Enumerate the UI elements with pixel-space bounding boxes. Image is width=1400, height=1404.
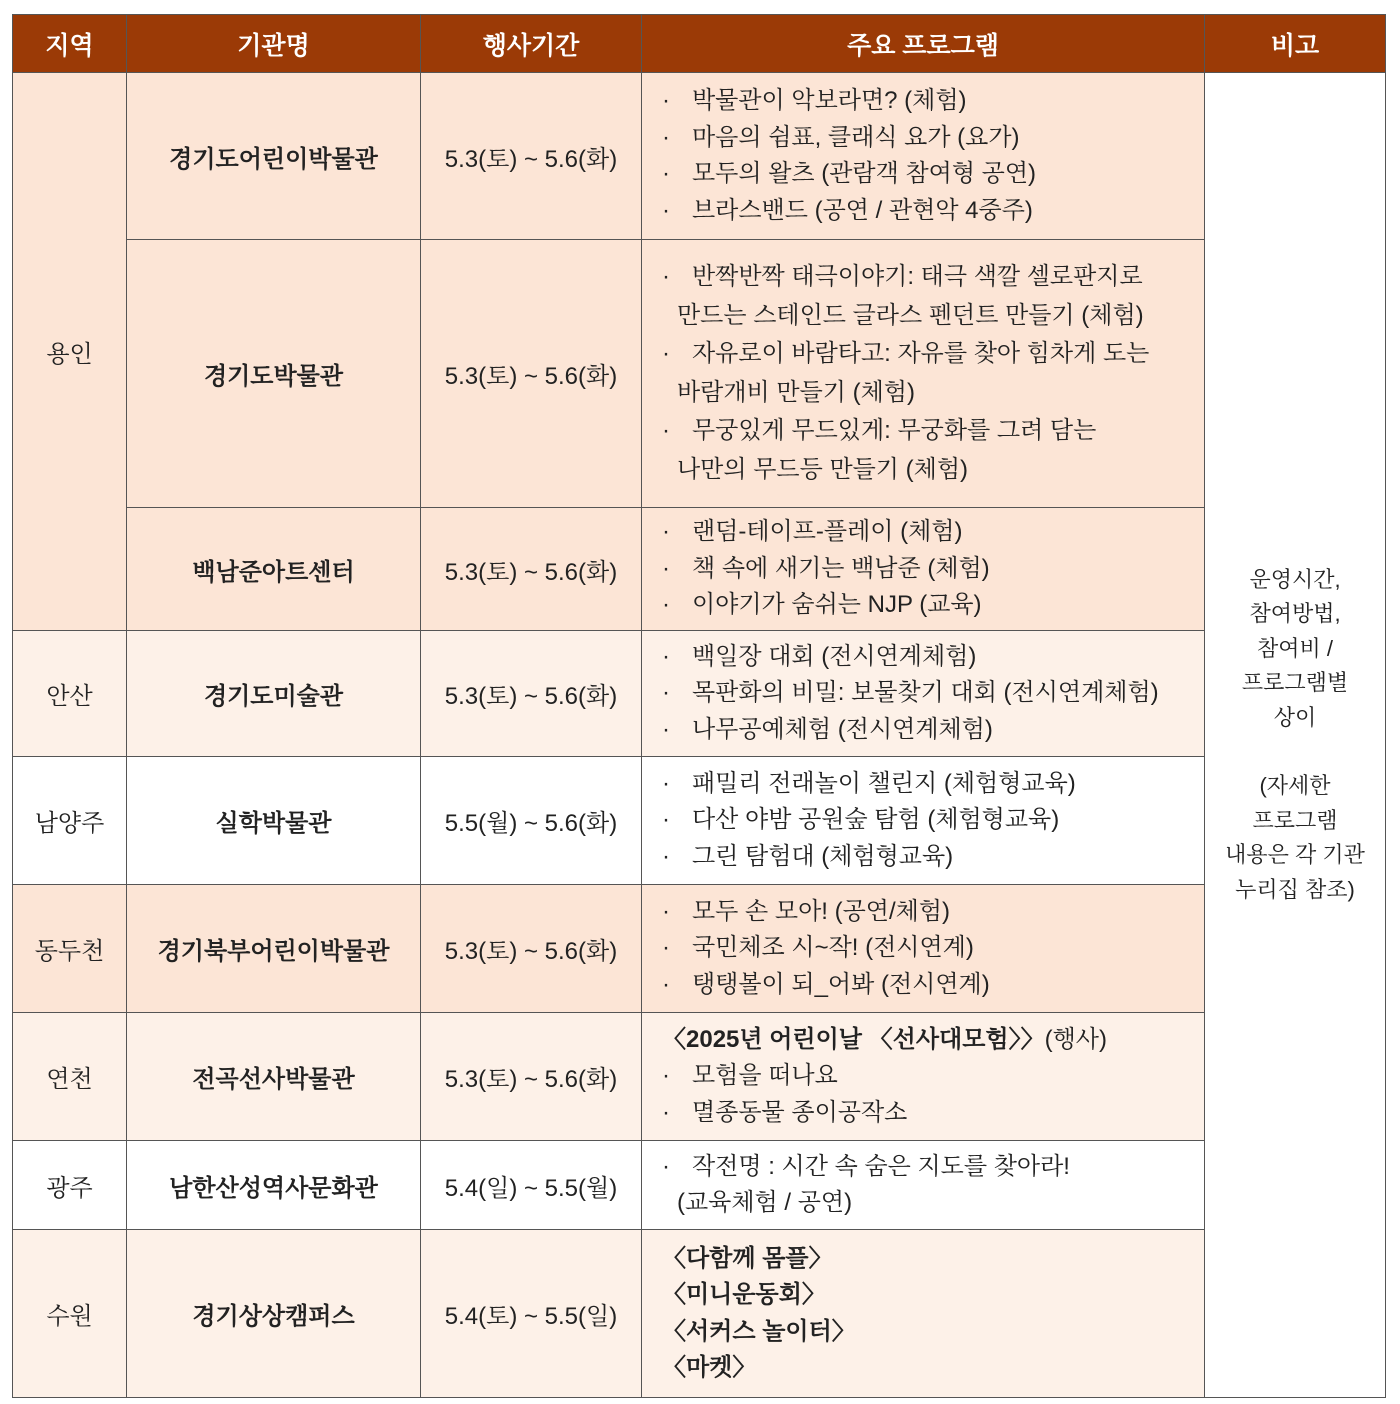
- program-item-line: 마음의 쉼표, 클래식 요가 (요가): [692, 123, 1020, 151]
- region-cell: 안산: [13, 631, 127, 757]
- period-cell: 5.3(토) ~ 5.6(화): [421, 240, 642, 508]
- period-cell: 5.4(토) ~ 5.5(일): [421, 1230, 642, 1398]
- program-item-line: 랜덤-테이프-플레이 (체험): [692, 518, 963, 546]
- remark-line: 참여비 /: [1257, 635, 1333, 661]
- festival-program-table: [12, 14, 1386, 1398]
- bullet-icon: ·: [662, 123, 670, 151]
- programs-cell: [642, 73, 1205, 240]
- bullet-icon: ·: [662, 679, 670, 707]
- program-item: [662, 120, 1194, 157]
- program-item: [662, 551, 1194, 588]
- program-item-line: 책 속에 새기는 백남준 (체험): [692, 554, 990, 582]
- program-item: [662, 639, 1194, 676]
- bullet-icon: ·: [662, 1062, 670, 1090]
- program-item: [662, 894, 1194, 931]
- programs-cell: [642, 508, 1205, 631]
- programs-cell: [642, 1230, 1205, 1398]
- header-row: [13, 15, 1386, 73]
- program-item-line: 그린 탐험대 (체험형교육): [692, 842, 954, 870]
- bullet-icon: ·: [662, 518, 670, 546]
- program-item-line: 목판화의 비밀: 보물찾기 대회 (전시연계체험): [692, 679, 1159, 707]
- table-row: [13, 508, 1386, 631]
- program-item: [662, 967, 1194, 1004]
- program-title: 〈다함께 몸플〉: [662, 1244, 833, 1272]
- program-item: [662, 675, 1194, 712]
- bullet-icon: ·: [662, 806, 670, 834]
- programs-cell: [642, 885, 1205, 1013]
- program-item: [662, 156, 1194, 193]
- org-name-cell: 경기도박물관: [127, 240, 421, 508]
- header-remarks: 비고: [1205, 15, 1386, 73]
- period-cell: 5.3(토) ~ 5.6(화): [421, 631, 642, 757]
- programs-cell: [642, 1013, 1205, 1141]
- remark-line: 내용은 각 기관: [1225, 842, 1365, 868]
- org-name-cell: 경기도어린이박물관: [127, 73, 421, 240]
- program-item: [662, 766, 1194, 803]
- bullet-icon: ·: [662, 1098, 670, 1126]
- program-heading-bold: 〈2025년 어린이날 〈선사대모험〉〉: [662, 1025, 1045, 1053]
- header-period: 행사기간: [421, 15, 642, 73]
- bullet-icon: ·: [662, 842, 670, 870]
- bullet-icon: ·: [662, 591, 670, 619]
- program-title: 〈마켓〉: [662, 1354, 757, 1381]
- remark-line: 참여방법,: [1249, 601, 1341, 627]
- program-item: [662, 83, 1194, 120]
- program-item-line: 반짝반짝 태극이야기: 태극 색깔 셀로판지로: [692, 263, 1143, 290]
- bullet-icon: ·: [662, 769, 670, 797]
- program-item: [662, 258, 1194, 335]
- programs-cell: [642, 631, 1205, 757]
- remark-line: 운영시간,: [1249, 566, 1341, 592]
- header-org: 기관명: [127, 15, 421, 73]
- table-row: [13, 631, 1386, 757]
- program-item-line: 브라스밴드 (공연 / 관현악 4중주): [692, 196, 1033, 224]
- bullet-icon: ·: [662, 897, 670, 925]
- program-item-line: 바람개비 만들기 (체험): [677, 378, 915, 406]
- program-title: 〈서커스 놀이터〉: [662, 1317, 856, 1345]
- program-item: [662, 712, 1194, 749]
- region-cell: 남양주: [13, 757, 127, 885]
- bullet-icon: ·: [662, 715, 670, 743]
- org-name-cell: 경기상상캠퍼스: [127, 1230, 421, 1398]
- period-cell: 5.5(월) ~ 5.6(화): [421, 757, 642, 885]
- program-item-line: 다산 야밤 공원숲 탐험 (체험형교육): [692, 806, 1060, 834]
- remark-line: (자세한: [1259, 773, 1331, 799]
- org-name-cell: 경기북부어린이박물관: [127, 885, 421, 1013]
- bullet-icon: ·: [662, 196, 670, 224]
- bullet-icon: ·: [662, 87, 670, 114]
- remark-spacer: [1205, 735, 1385, 769]
- program-item: [662, 839, 1194, 876]
- programs-cell: [642, 1141, 1205, 1230]
- remarks-cell: [1205, 73, 1386, 1398]
- program-item-line: 탱탱볼이 되_어봐 (전시연계): [692, 970, 990, 998]
- program-item: [662, 1095, 1194, 1132]
- org-name-cell: 백남준아트센터: [127, 508, 421, 631]
- bullet-icon: ·: [662, 340, 670, 367]
- bullet-icon: ·: [662, 642, 670, 670]
- program-item: [662, 335, 1194, 412]
- org-name-cell: 남한산성역사문화관: [127, 1141, 421, 1230]
- org-name-cell: 경기도미술관: [127, 631, 421, 757]
- bullet-icon: ·: [662, 1152, 670, 1180]
- program-item-line: 무궁있게 무드있게: 무궁화를 그려 담는: [692, 417, 1097, 444]
- table-row: [13, 1013, 1386, 1141]
- table-row: [13, 240, 1386, 508]
- org-name-cell: 실학박물관: [127, 757, 421, 885]
- program-item-line: 나만의 무드등 만들기 (체험): [677, 455, 969, 483]
- region-cell: 연천: [13, 1013, 127, 1141]
- program-item-line: 패밀리 전래놀이 챌린지 (체험형교육): [692, 769, 1076, 797]
- region-cell: 용인: [13, 73, 127, 631]
- program-item-line: 국민체조 시~작! (전시연계): [692, 934, 974, 962]
- header-programs: 주요 프로그램: [642, 15, 1205, 73]
- program-item-line: 만드는 스테인드 글라스 펜던트 만들기 (체험): [677, 301, 1144, 329]
- region-cell: 광주: [13, 1141, 127, 1230]
- period-cell: 5.3(토) ~ 5.6(화): [421, 1013, 642, 1141]
- program-item-line: 작전명 : 시간 속 숨은 지도를 찾아라!: [692, 1152, 1070, 1180]
- program-item-line: 멸종동물 종이공작소: [692, 1098, 908, 1126]
- programs-cell: [642, 757, 1205, 885]
- table-row: [13, 1230, 1386, 1398]
- program-title: 〈미니운동회〉: [662, 1281, 826, 1308]
- programs-cell: [642, 240, 1205, 508]
- table-row: [13, 73, 1386, 240]
- table-row: [13, 1141, 1386, 1230]
- program-item-line: 백일장 대회 (전시연계체험): [692, 642, 977, 670]
- program-item-line: 이야기가 숨쉬는 NJP (교육): [692, 591, 982, 619]
- header-region: 지역: [13, 15, 127, 73]
- program-item-line: 모험을 떠나요: [692, 1062, 838, 1090]
- program-item: [662, 802, 1194, 839]
- period-cell: 5.3(토) ~ 5.6(화): [421, 885, 642, 1013]
- bullet-icon: ·: [662, 934, 670, 962]
- program-item-line: 박물관이 악보라면? (체험): [692, 87, 967, 114]
- org-name-cell: 전곡선사박물관: [127, 1013, 421, 1141]
- program-item: [662, 1058, 1194, 1095]
- program-item: [662, 1149, 1194, 1222]
- table-row: [13, 885, 1386, 1013]
- period-cell: 5.4(일) ~ 5.5(월): [421, 1141, 642, 1230]
- program-item-line: 모두의 왈츠 (관람객 참여형 공연): [692, 160, 1037, 187]
- remark-line: 상이: [1273, 704, 1317, 730]
- period-cell: 5.3(토) ~ 5.6(화): [421, 73, 642, 240]
- program-item: [662, 193, 1194, 230]
- program-item: [662, 514, 1194, 551]
- program-item-line: 자유로이 바람타고: 자유를 찾아 힘차게 도는: [692, 340, 1150, 367]
- bullet-icon: ·: [662, 554, 670, 582]
- program-item-line: 모두 손 모아! (공연/체험): [692, 897, 950, 925]
- remark-line: 프로그램별: [1241, 670, 1349, 696]
- bullet-icon: ·: [662, 160, 670, 187]
- program-item: [662, 587, 1194, 624]
- program-item: [662, 930, 1194, 967]
- program-item-line: 나무공예체험 (전시연계체험): [692, 715, 993, 743]
- bullet-icon: ·: [662, 970, 670, 998]
- program-item-line: (교육체험 / 공연): [677, 1189, 853, 1216]
- table-row: [13, 757, 1386, 885]
- bullet-icon: ·: [662, 263, 670, 290]
- remark-line: 프로그램: [1252, 807, 1338, 833]
- program-item: [662, 412, 1194, 489]
- region-cell: 수원: [13, 1230, 127, 1398]
- remark-line: 누리집 참조): [1235, 876, 1355, 902]
- bullet-icon: ·: [662, 417, 670, 444]
- region-cell: 동두천: [13, 885, 127, 1013]
- period-cell: 5.3(토) ~ 5.6(화): [421, 508, 642, 631]
- program-heading-suffix: (행사): [1044, 1025, 1107, 1053]
- program-heading: [662, 1022, 1194, 1059]
